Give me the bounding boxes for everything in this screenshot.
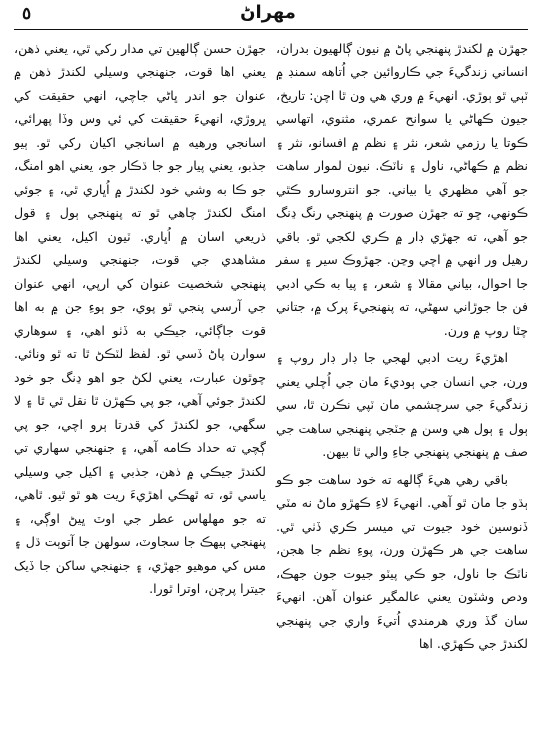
paragraph: باقي رهي هيءَ ڳالهه ته خود ساهت جو ڪو ٻڌو جا مان ٿو آهي. انهيءَ لاءِ ڪهڙو ماڻ نه مٽي ڏنوسين خود جيوت تي ميسر ڪري ڏٺي ٿي. ساهت جي هر ڪهڙن ورن، پوءِ نظم جا هجن، ناٽڪ جا ناول، جو ڪي پيٽو جيوت جون جهڪ، ودص وشٽون يعني عالمگير عنوان آهن. انهيءَ سان گڏ وري هرمندي اُتيءَ واري جي پنهنجي لکندڙ جي ڪهڙي. اها xyxy=(276,471,528,652)
page-number: ٥ xyxy=(22,4,32,24)
left-column xyxy=(14,37,266,742)
paragraph: جهڙن ۾ لکندڙ پنهنجي پاڻ ۾ نيون ڳالهيون بدران، انساني زندگيءَ جي ڪاروائين جي اُتاهه سمنڊ ۾ ٽٻي ٿو ٻوڙي. انهيءَ ۾ وري هي ون ٿا اچن: تاريخ، جيون ڪهاڻي يا سوانح عمري، مثنوي، اتهاسي ڪوتا يا رزمي شعر، نثر ۽ نظم ۾ افسانو، نثر ۽ نظم ۾ ڪهاڻي، ناول ۽ ناٽڪ. نيون لموار ساهت جو آهي مظهري يا بياني. جو انتروسارو ڪٿي ڪونهي، ڇو ته جهڙن صورت ۾ پنهنجي رنگ ڍنگ جو آهي، ته جهڙي ڊار ۾ ڪري لکجي ٿو. باقي رهيل ور انهي ۾ اچي وڃن. جهڙوڪ سير ۽ سفر جا احوال، بياني مقالا ۽ شعر، ۽ پيا به ڪي ادبي فن جا جوڙاني سهڻي، ته پنهنجيءَ پرک ۾، جتاني چٽا روپ ۾ ورن. xyxy=(276,41,528,338)
paragraph: جهڙن حسن ڳالهين تي مدار رکي ٿي، يعني ذهن، يعني اها قوت، جنهنجي وسيلي لکندڙ ذهن ۾ عنوان جو اندر ڀاڻي جاچي، انهي حقيقت کي ڀروڙي، انهيءَ حقيقت کي ئي وس وڏا پهرائي، اسانجي ورهيه ۾ اسانجي اکيان رکي ٿو. ٻيو جذبو، يعني پيار جو جا ڌڪار جو، يعني اهو امنگ، جو ڪا به وشي خود لکندڙ ۾ اُڀاري ٿي، ۽ جوئي امنگ لکندڙ چاهي ٿو ته پنهنجي ٻول ۽ قول ذريعي اسان ۾ اُڀاري. ٽيون اکيل، يعني اها مشاهدي جي قوت، جنهنجي وسيلي لکندڙ پنهنجي شخصيت عنوان کي ارپي، انهي عنوان جي آرسي پنجي ٿو پوي، جو ٻوءِ جن ۾ به اها قوت جاڳائي، جيڪي به ڏٺو اهي، ۽ سوهاري سوارن پاڻ ڏسي ٿو. لفظ لٽڪڻ ٿا ته ٿو ونائي. چوٿون عبارت، يعني لکڻ جو اهو ڍنگ جو خود لکندڙ جوئي آهي، جو پي ڪهڙن ٿا نقل ٿي ٿا ۽ لا سگهي، جو لکندڙ کي قدرتا ٻرو اچي، جو پي ڳچي ته حداد ڪامه آهي، ۽ جنهنجي سهاري تي لکندڙ جيڪي ۾ ذهن، جذبي ۽ اکيل جي وسيلي ياسي ٿو، ته ٿهڪي اهڙيءَ ريت هو ٿو ٿيو. ٿاهي، ته جو مهلهاس عطر جي اوٽ ڀيڻ اوڳي، ۽ پنهنجي ٻيهڪ جا سجاوٽ، سولهن جا آتوٻت ڌل ۽ مس کي موهيو جهڙي، ۽ جنهنجي ساکن جا ڏيک جيترا پرچن، اوترا ٿورا. xyxy=(14,41,266,597)
right-column xyxy=(276,37,528,742)
paragraph: اهڙيءَ ريت ادبي لهجي جا ڊار ڊار روپ ۽ ورن، جي انسان جي ٻوديءَ مان جي اُچلي يعني زندگيءَ جي سرچشمي مان ٽپي نڪرن ٿا، سي ٻول ۽ ٻول هي وسن ۾ جٽجي پنهنجي ساهت جي صف ۾ پنهنجي پنهنجي جاءِ والي ٿا بيهن. xyxy=(276,350,528,460)
page-title: مهراڻ xyxy=(240,2,296,23)
header-rule xyxy=(14,29,528,30)
